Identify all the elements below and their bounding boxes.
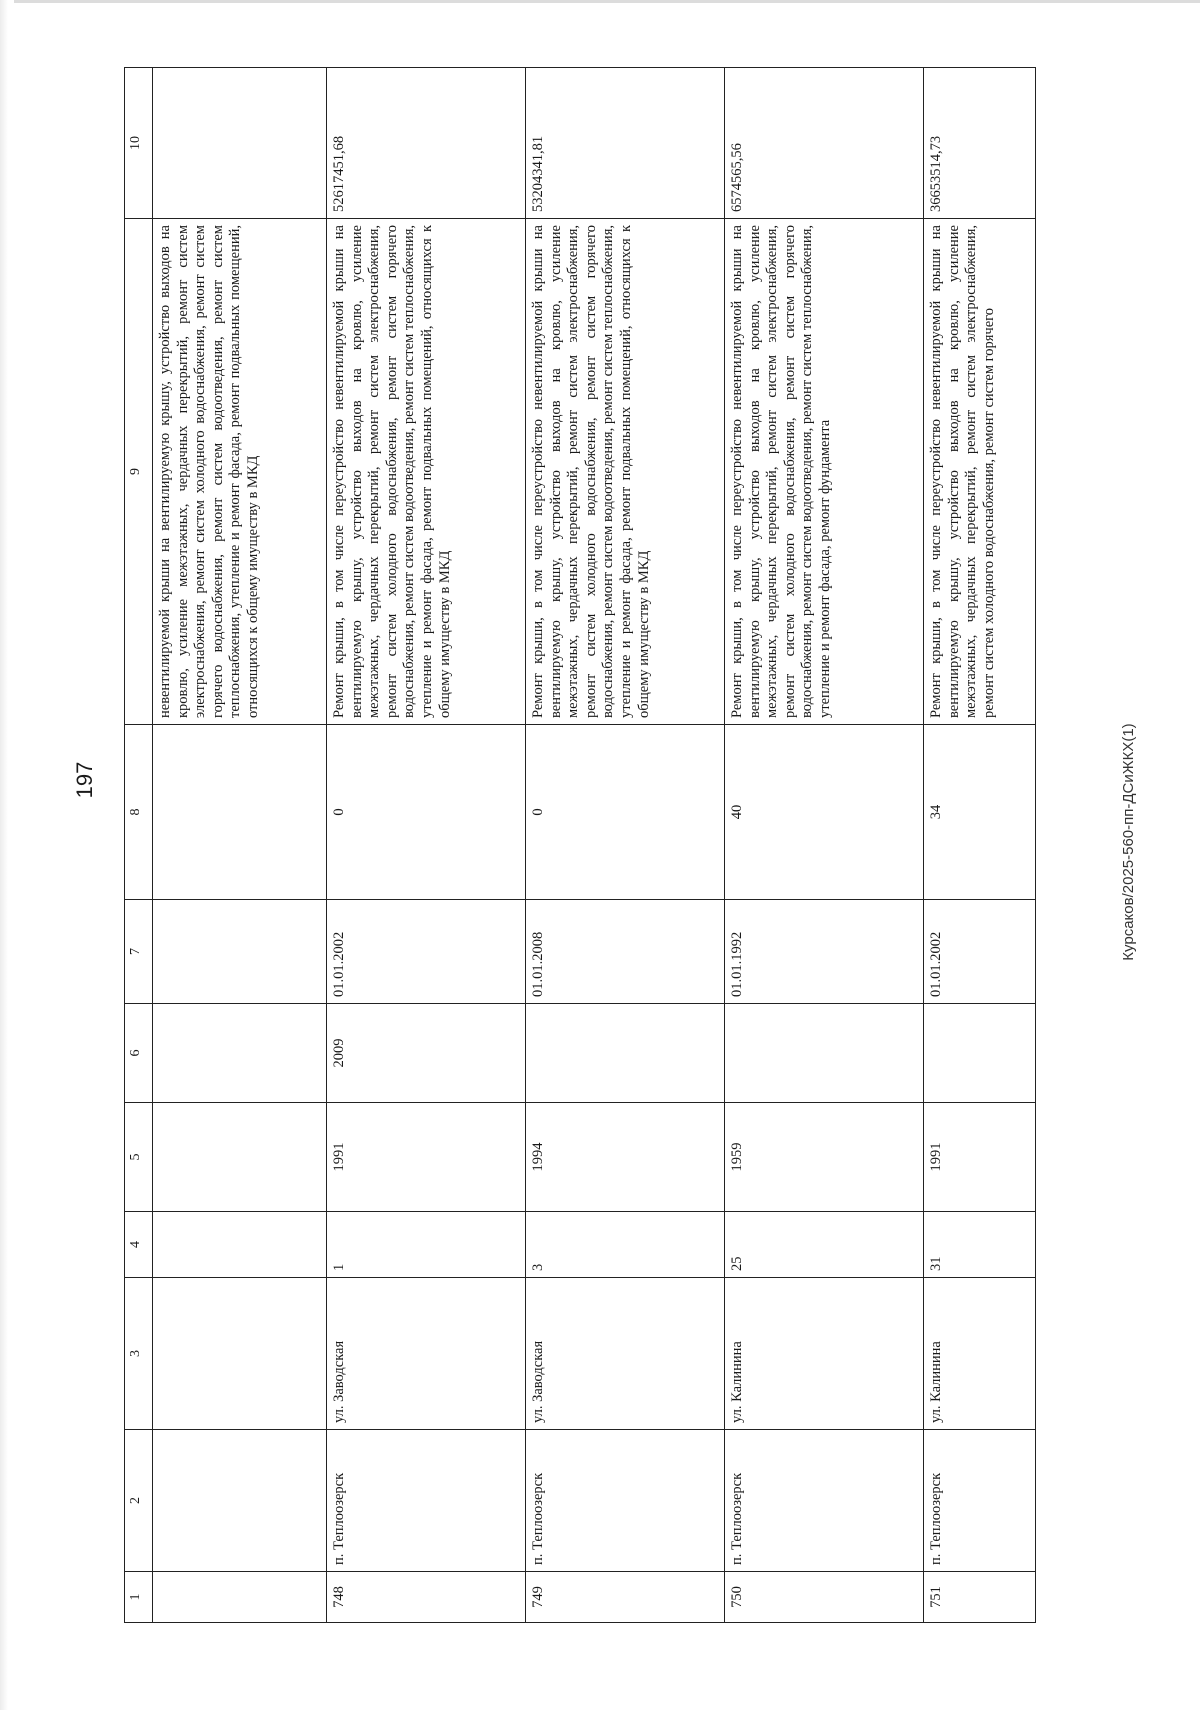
row-number: 750	[725, 1572, 924, 1623]
date-value: 01.01.2002	[327, 900, 526, 1004]
row-number: 751	[924, 1572, 1036, 1623]
work-list: Ремонт крыши, в том числе переустройство невентилируемой крыши на вентилируемую крышу, устройство выходов на кровлю, усиление межэтажных, чердачных перекрытий, ремонт систем электроснабжения, ремонт систем холодного водоснабжения, ремонт систем горячего	[924, 219, 1036, 725]
table-row	[327, 68, 526, 1623]
wear-value: 34	[924, 725, 1036, 900]
column-header: 1	[125, 1572, 153, 1623]
settlement: п. Теплоозерск	[327, 1430, 526, 1572]
street: ул. Калинина	[924, 1278, 1036, 1430]
date-value: 01.01.1992	[725, 900, 924, 1004]
document-code: Курсаков/2025-560-пп-ДСиЖКХ(1)	[1120, 723, 1137, 961]
work-list: Ремонт крыши, в том числе переустройство невентилируемой крыши на вентилируемую крышу, устройство выходов на кровлю, усиление межэтажных, чердачных перекрытий, ремонт систем электроснабжения, ремонт систем холодного водоснабжения, ремонт систем горячего водоснабжения, ремонт систем водоотведения, ремонт систем теплоснабжения, утепление и ремонт фасада, ремонт фундамента	[725, 219, 924, 725]
wear-value: 0	[526, 725, 725, 900]
wear-value: 0	[327, 725, 526, 900]
work-list: невентилируемой крыши на вентилируемую крышу, устройство выходов на кровлю, усиление межэтажных, чердачных перекрытий, ремонт систем электроснабжения, ремонт систем холодного водоснабжения, ремонт систем горячего водоснабжения, ремонт систем водоотведения, ремонт систем теплоснабжения, утепление и ремонт фасада, ремонт подвальных помещений, относящихся к общему имуществу в МКД	[153, 219, 327, 725]
cost-value: 52617451,68	[327, 68, 526, 219]
wear-value: 40	[725, 725, 924, 900]
scan-edge-shadow	[0, 0, 8, 1710]
column-header: 10	[125, 68, 153, 219]
build-year: 1991	[924, 1103, 1036, 1212]
table-row	[526, 68, 725, 1623]
street: ул. Заводская	[327, 1278, 526, 1430]
column-number-row	[125, 68, 153, 1623]
row-number: 748	[327, 1572, 526, 1623]
column-header: 8	[125, 725, 153, 900]
column-6-value	[526, 1004, 725, 1103]
build-year: 1959	[725, 1103, 924, 1212]
column-header: 7	[125, 900, 153, 1004]
column-6-value	[725, 1004, 924, 1103]
column-6-value: 2009	[327, 1004, 526, 1103]
cost-value: 53204341,81	[526, 68, 725, 219]
settlement: п. Теплоозерск	[725, 1430, 924, 1572]
row-number: 749	[526, 1572, 725, 1623]
table-row	[725, 68, 924, 1623]
house-number: 25	[725, 1212, 924, 1278]
build-year: 1991	[327, 1103, 526, 1212]
page-number: 197	[72, 761, 97, 799]
house-number: 3	[526, 1212, 725, 1278]
column-header: 3	[125, 1278, 153, 1430]
housing-repair-table	[124, 67, 1036, 1623]
rotated-table-sheet	[124, 68, 1094, 1623]
cost-value: 6574565,56	[725, 68, 924, 219]
work-list: Ремонт крыши, в том числе переустройство невентилируемой крыши на вентилируемую крышу, устройство выходов на кровлю, усиление межэтажных, чердачных перекрытий, ремонт систем электроснабжения, ремонт систем холодного водоснабжения, ремонт систем горячего водоснабжения, ремонт систем водоотведения, ремонт систем теплоснабжения, утепление и ремонт фасада, ремонт подвальных помещений, относящихся к общему имуществу в МКД	[327, 219, 526, 725]
cost-value: 36653514,73	[924, 68, 1036, 219]
column-header: 2	[125, 1430, 153, 1572]
date-value: 01.01.2002	[924, 900, 1036, 1004]
settlement: п. Теплоозерск	[924, 1430, 1036, 1572]
street: ул. Калинина	[725, 1278, 924, 1430]
work-list: Ремонт крыши, в том числе переустройство невентилируемой крыши на вентилируемую крышу, устройство выходов на кровлю, усиление межэтажных, чердачных перекрытий, ремонт систем электроснабжения, ремонт систем холодного водоснабжения, ремонт систем горячего водоснабжения, ремонт систем водоотведения, ремонт систем теплоснабжения, утепление и ремонт фасада, ремонт подвальных помещений, относящихся к общему имуществу в МКД	[526, 219, 725, 725]
column-header: 5	[125, 1103, 153, 1212]
date-value: 01.01.2008	[526, 900, 725, 1004]
column-header: 9	[125, 219, 153, 725]
build-year: 1994	[526, 1103, 725, 1212]
table-row	[924, 68, 1036, 1623]
street: ул. Заводская	[526, 1278, 725, 1430]
column-6-value	[924, 1004, 1036, 1103]
scan-top-edge	[14, 0, 1200, 3]
house-number: 31	[924, 1212, 1036, 1278]
column-header: 6	[125, 1004, 153, 1103]
column-header: 4	[125, 1212, 153, 1278]
house-number: 1	[327, 1212, 526, 1278]
settlement: п. Теплоозерск	[526, 1430, 725, 1572]
continuation-row	[153, 68, 327, 1623]
